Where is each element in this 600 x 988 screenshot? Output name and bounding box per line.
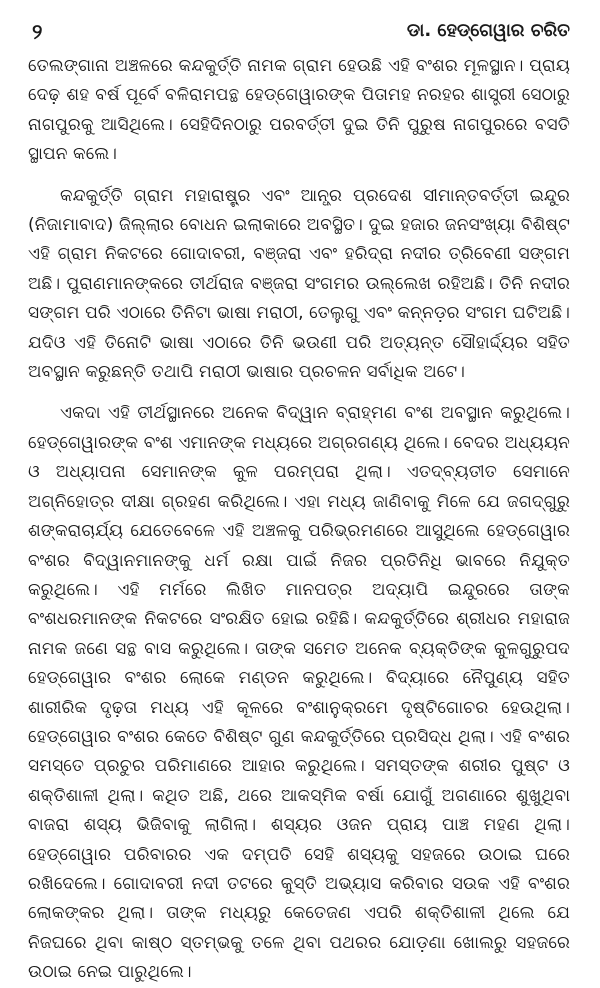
page-number: ୨ bbox=[32, 20, 43, 44]
paragraph-origin: ତେଲଙ୍ଗାନା ଅଞ୍ଚଳରେ କନ୍ଦକୁର୍ତ୍ତି ନାମକ ଗ୍ରାମ ହେଉଛି ଏହି ବଂଶର ମୂଳସ୍ଥାନ। ପ୍ରାୟ ଦେଢ଼ ଶହ ବର୍ଷ ପୂର୍ବେ ବଳିରାମପନ୍ଥ ହେଡ୍‌ଗେୱାରଙ୍କ ପିତାମହ ନରହର ଶାସ୍ତ୍ରୀ ସେଠାରୁ ନାଗପୁରକୁ ଆସିଥିଲେ। ସେହିଦିନଠାରୁ ପରବର୍ତ୍ତୀ ଦୁଇ ତିନି ପୁରୁଷ ନାଗପୁରରେ ବସତି ସ୍ଥାପନ କଲେ। bbox=[28, 56, 570, 165]
running-header bbox=[28, 14, 570, 52]
paragraph-lineage: ଏକଦା ଏହି ତୀର୍ଥସ୍ଥାନରେ ଅନେକ ବିଦ୍ୱାନ ବ୍ରାହ୍ମଣ ବଂଶ ଅବସ୍ଥାନ କରୁଥିଲେ। ହେଡ୍‌ଗେୱାରଙ୍କ ବଂଶ ଏମାନଙ୍କ ମଧ୍ୟରେ ଅଗ୍ରଗଣ୍ୟ ଥିଲେ। ବେଦର ଅଧ୍ୟୟନ ଓ ଅଧ୍ୟାପନା ସେମାନଙ୍କ କୁଳ ପରମ୍ପରା ଥିଲା। ଏତଦ୍‌ବ୍ୟତୀତ ସେମାନେ ଅଗ୍ନିହୋତ୍ର ଦୀକ୍ଷା ଗ୍ରହଣ କରିଥିଲେ। ଏହା ମଧ୍ୟ ଜାଣିବାକୁ ମିଳେ ଯେ ଜଗଦ୍‌ଗୁରୁ ଶଙ୍କରାଚାର୍ଯ୍ୟ ଯେତେବେଳେ ଏହି ଅଞ୍ଚଳକୁ ପରିଭ୍ରମଣରେ ଆସୁଥିଲେ ହେଡ୍‌ଗେୱାର ବଂଶର ବିଦ୍ୱାନମାନଙ୍କୁ ଧର୍ମ ରକ୍ଷା ପାଇଁ ନିଜର ପ୍ରତିନିଧି ଭାବରେ ନିଯୁକ୍ତ କରୁଥିଲେ। ଏହି ମର୍ମରେ ଲିଖିତ ମାନପତ୍ର ଅଦ୍ୟାପି ଇନ୍ଦୁରରେ ତାଙ୍କ ବଂଶଧରମାନଙ୍କ ନିକଟରେ ସଂରକ୍ଷିତ ହୋଇ ରହିଛି। କନ୍ଦକୁର୍ତ୍ତିରେ ଶ୍ରୀଧର ମହାରାଜ ନାମକ ଜଣେ ସନ୍ଥ ବାସ କରୁଥିଲେ। ତାଙ୍କ ସମେତ ଅନେକ ବ୍ୟକ୍ତିଙ୍କ କୁଳଗୁରୁପଦ ହେଡ୍‌ଗେୱାର ବଂଶର ଲୋକେ ମଣ୍ଡନ କରୁଥିଲେ। ବିଦ୍ୟାରେ ନୈପୁଣ୍ୟ ସହିତ ଶାରୀରିକ ଦୃଢ଼ତା ମଧ୍ୟ ଏହି କୂଳରେ ବଂଶାନୁକ୍ରମେ ଦୃଷ୍ଟିଗୋଚର ହେଉଥିଲା। ହେଡ୍‌ଗେୱାର ବଂଶର କେତେ ବିଶିଷ୍ଟ ଗୁଣ କନ୍ଦକୁର୍ତ୍ତିରେ ପ୍ରସିଦ୍ଧ ଥିଲା। ଏହି ବଂଶର ସମସ୍ତେ ପ୍ରଚୁର ପରିମାଣରେ ଆହାର କରୁଥିଲେ। ସମସ୍ତଙ୍କ ଶରୀର ପୁଷ୍ଟ ଓ ଶକ୍ତିଶାଳୀ ଥିଲା। କଥିତ ଅଛି, ଥରେ ଆକସ୍ମିକ ବର୍ଷା ଯୋଗୁଁ ଅଗଣାରେ ଶୁଖୁଥିବା ବାଜରା ଶସ୍ୟ ଭିଜିବାକୁ ଲାଗିଲା। ଶସ୍ୟର ଓଜନ ପ୍ରାୟ ପାଞ୍ଚ ମହଣ ଥିଲା। ହେଡ୍‌ଗେୱାର ପରିବାରର ଏକ ଦମ୍ପତି ସେହି ଶସ୍ୟକୁ ସହଜରେ ଉଠାଇ ଘରେ ରଖିଦେଲେ। ଗୋଦାବରୀ ନଦୀ ତଟରେ କୁସ୍ତି ଅଭ୍ୟାସ କରିବାର ସଉକ ଏହି ବଂଶର ଲୋକଙ୍କର ଥିଲା। ତାଙ୍କ ମଧ୍ୟରୁ କେତେଜଣ ଏପରି ଶକ୍ତିଶାଳୀ ଥିଲେ ଯେ ନିଜଘରେ ଥିବା କାଷ୍ଠ ସ୍ତମ୍ଭକୁ ତଳେ ଥିବା ପଥରର ଯୋଡ଼ଣା ଖୋଲରୁ ସହଜରେ ଉଠାଇ ନେଇ ପାରୁଥିଲେ। bbox=[28, 403, 570, 983]
book-title: ଡା. ହେଡ୍‌ଗେୱାର ଚରିତ bbox=[406, 20, 570, 41]
paragraph-geography: କନ୍ଦକୁର୍ତ୍ତି ଗ୍ରାମ ମହାରାଷ୍ଟ୍ର ଏବଂ ଆନ୍ଧ୍ର ପ୍ରଦେଶ ସୀମାନ୍ତବର୍ତ୍ତୀ ଇନ୍ଦୁର (ନିଜାମାବାଦ) ଜିଲ୍ଲାର ବୋଧନ ଇଲାକାରେ ଅବସ୍ଥିତ। ଦୁଇ ହଜାର ଜନସଂଖ୍ୟା ବିଶିଷ୍ଟ ଏହି ଗ୍ରାମ ନିକଟରେ ଗୋଦାବରୀ, ବଞ୍ଜରା ଏବଂ ହରିଦ୍ରା ନଦୀର ତ୍ରିବେଣୀ ସଙ୍ଗମ ଅଛି। ପୁରାଣମାନଙ୍କରେ ତୀର୍ଥରାଜ ବଞ୍ଜରା ସଂଗମର ଉଲ୍ଲେଖ ରହିଅଛି। ତିନି ନଦୀର ସଙ୍ଗମ ପରି ଏଠାରେ ତିନିଟା ଭାଷା ମରାଠୀ, ତେଲୁଗୁ ଏବଂ କନ୍ନଡ଼ର ସଂଗମ ଘଟିଅଛି। ଯଦିଓ ଏହି ତିନୋଟି ଭାଷା ଏଠାରେ ତିନି ଭଉଣୀ ପରି ଅତ୍ୟନ୍ତ ସୌହାର୍ଦ୍ଦ୍ୟର ସହିତ ଅବସ୍ଥାନ କରୁଛନ୍ତି ତଥାପି ମରାଠୀ ଭାଷାର ପ୍ରଚଳନ ସର୍ବାଧିକ ଅଟେ। bbox=[28, 185, 570, 383]
body-text bbox=[28, 52, 570, 988]
